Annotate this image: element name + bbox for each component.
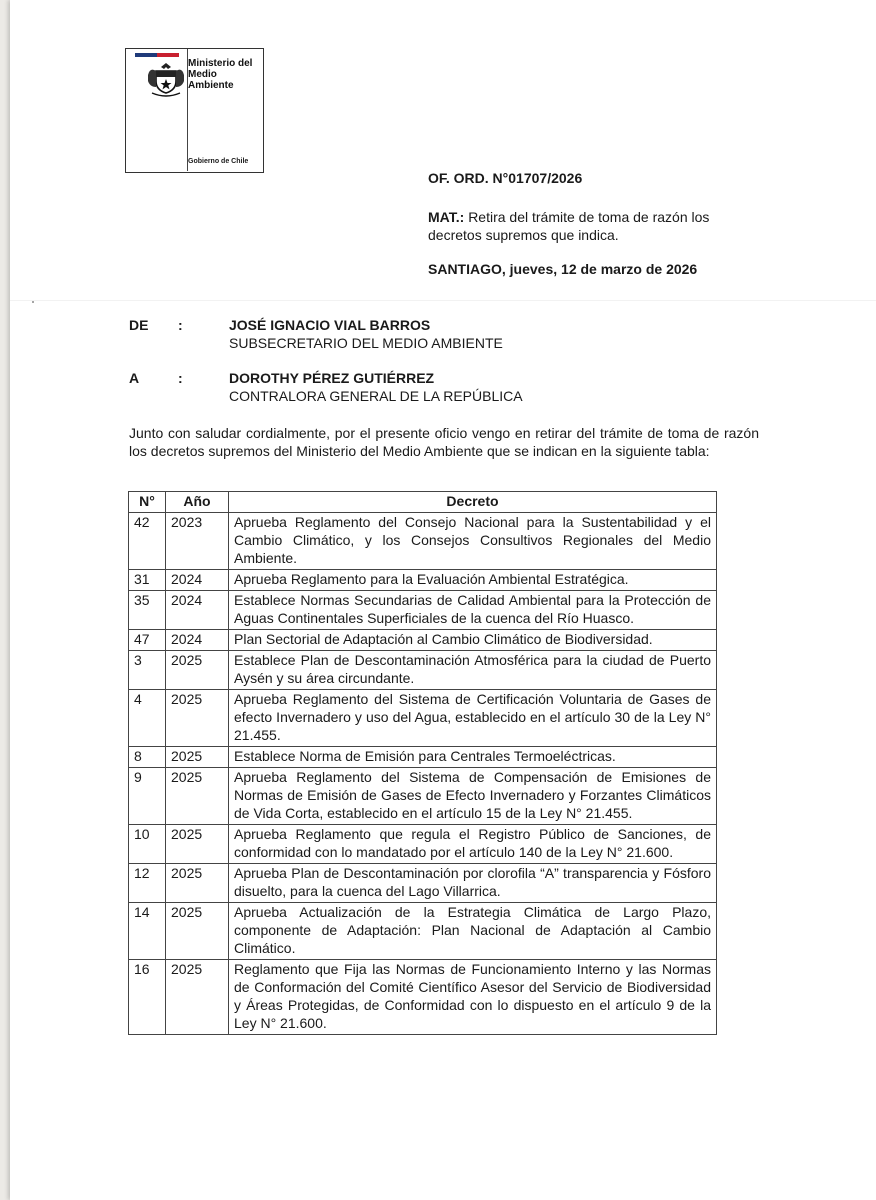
decree-description: Aprueba Reglamento del Sistema de Compensación de Emisiones de Normas de Emisión de Gases de Efecto Invernadero y Forzantes Climáticos de Vida Corta, establecido en el artículo 15 de la Ley N° 21.455. bbox=[229, 768, 717, 825]
decree-description: Aprueba Reglamento del Sistema de Certificación Voluntaria de Gases de efecto Invernadero y uso del Agua, establecido en el artículo 30 de la Ley N° 21.455. bbox=[229, 690, 717, 747]
sender-role: SUBSECRETARIO DEL MEDIO AMBIENTE bbox=[229, 335, 503, 351]
decree-number: 8 bbox=[129, 747, 166, 768]
decree-year: 2025 bbox=[166, 825, 229, 864]
ministry-name-line: Medio bbox=[188, 69, 217, 80]
table-row bbox=[129, 630, 717, 651]
decree-number: 35 bbox=[129, 591, 166, 630]
table-row bbox=[129, 513, 717, 570]
oficio-number: OF. ORD. N°01707/2026 bbox=[428, 170, 583, 186]
decree-year: 2025 bbox=[166, 768, 229, 825]
ministry-name-line: Ministerio del bbox=[188, 58, 253, 69]
paper-fold-line bbox=[10, 300, 876, 301]
materia bbox=[428, 208, 758, 244]
decree-number: 14 bbox=[129, 903, 166, 960]
table-header-row bbox=[129, 492, 717, 513]
decree-year: 2024 bbox=[166, 570, 229, 591]
header-decree: Decreto bbox=[229, 492, 717, 513]
sender-colon: : bbox=[178, 317, 183, 333]
decree-description: Reglamento que Fija las Normas de Funcionamiento Interno y las Normas de Conformación del Comité Científico Asesor del Servicio de Biodiversidad y Áreas Protegidas, de Conformidad con lo dispuesto en el artículo 9 de la Ley N° 21.600. bbox=[229, 960, 717, 1035]
decree-description: Establece Normas Secundarias de Calidad Ambiental para la Protección de Aguas Continentales Superficiales de la cuenca del Río Huasco. bbox=[229, 591, 717, 630]
header-number: N° bbox=[129, 492, 166, 513]
decree-year: 2025 bbox=[166, 651, 229, 690]
table-row bbox=[129, 747, 717, 768]
table-row bbox=[129, 591, 717, 630]
decree-description: Aprueba Reglamento del Consejo Nacional para la Sustentabilidad y el Cambio Climático, y los Consejos Consultivos Regionales del Medio Ambiente. bbox=[229, 513, 717, 570]
recipient-colon: : bbox=[178, 370, 183, 386]
decree-description: Aprueba Plan de Descontaminación por clorofila “A” transparencia y Fósforo disuelto, para la cuenca del Lago Villarrica. bbox=[229, 864, 717, 903]
intro-paragraph: Junto con saludar cordialmente, por el presente oficio vengo en retirar del trámite de toma de razón los decretos supremos del Ministerio del Medio Ambiente que se indican en la siguiente tabla: bbox=[129, 425, 759, 459]
decree-year: 2025 bbox=[166, 864, 229, 903]
document-page bbox=[10, 0, 876, 1200]
recipient-role: CONTRALORA GENERAL DE LA REPÚBLICA bbox=[229, 388, 523, 404]
decree-number: 10 bbox=[129, 825, 166, 864]
decree-year: 2025 bbox=[166, 903, 229, 960]
decree-number: 47 bbox=[129, 630, 166, 651]
coat-of-arms-icon bbox=[144, 57, 188, 99]
paper-speck bbox=[32, 301, 34, 303]
government-label: Gobierno de Chile bbox=[188, 158, 249, 165]
table-row bbox=[129, 768, 717, 825]
recipient-label: A bbox=[129, 370, 140, 386]
decree-description: Plan Sectorial de Adaptación al Cambio Climático de Biodiversidad. bbox=[229, 630, 717, 651]
decree-number: 42 bbox=[129, 513, 166, 570]
ministry-logo bbox=[125, 48, 264, 173]
decree-number: 9 bbox=[129, 768, 166, 825]
decree-description: Aprueba Actualización de la Estrategia Climática de Largo Plazo, componente de Adaptación: Plan Nacional de Adaptación al Cambio Climático. bbox=[229, 903, 717, 960]
recipient-name: DOROTHY PÉREZ GUTIÉRREZ bbox=[229, 370, 435, 386]
table-row bbox=[129, 825, 717, 864]
table-row bbox=[129, 651, 717, 690]
decree-year: 2024 bbox=[166, 591, 229, 630]
decree-description: Aprueba Reglamento que regula el Registro Público de Sanciones, de conformidad con lo mandatado por el artículo 140 de la Ley N° 21.600. bbox=[229, 825, 717, 864]
table-row bbox=[129, 690, 717, 747]
ministry-name bbox=[188, 58, 252, 91]
materia-text: Retira del trámite de toma de razón los decretos supremos que indica. bbox=[428, 209, 710, 243]
decree-year: 2025 bbox=[166, 960, 229, 1035]
decree-number: 31 bbox=[129, 570, 166, 591]
decree-year: 2023 bbox=[166, 513, 229, 570]
decree-year: 2025 bbox=[166, 747, 229, 768]
decree-description: Aprueba Reglamento para la Evaluación Ambiental Estratégica. bbox=[229, 570, 717, 591]
decree-description: Establece Plan de Descontaminación Atmosférica para la ciudad de Puerto Aysén y su área circundante. bbox=[229, 651, 717, 690]
decree-number: 12 bbox=[129, 864, 166, 903]
ministry-name-line: Ambiente bbox=[188, 80, 234, 91]
decree-number: 4 bbox=[129, 690, 166, 747]
decree-number: 16 bbox=[129, 960, 166, 1035]
decree-description: Establece Norma de Emisión para Centrales Termoeléctricas. bbox=[229, 747, 717, 768]
materia-label: MAT.: bbox=[428, 209, 465, 225]
header-year: Año bbox=[166, 492, 229, 513]
sender-name: JOSÉ IGNACIO VIAL BARROS bbox=[229, 317, 431, 333]
place-date: SANTIAGO, jueves, 12 de marzo de 2026 bbox=[428, 261, 698, 277]
decree-number: 3 bbox=[129, 651, 166, 690]
table-row bbox=[129, 570, 717, 591]
table-row bbox=[129, 960, 717, 1035]
decrees-table bbox=[128, 491, 717, 1035]
table-row bbox=[129, 903, 717, 960]
decree-year: 2024 bbox=[166, 630, 229, 651]
decree-year: 2025 bbox=[166, 690, 229, 747]
table-row bbox=[129, 864, 717, 903]
sender-label: DE bbox=[129, 317, 149, 333]
